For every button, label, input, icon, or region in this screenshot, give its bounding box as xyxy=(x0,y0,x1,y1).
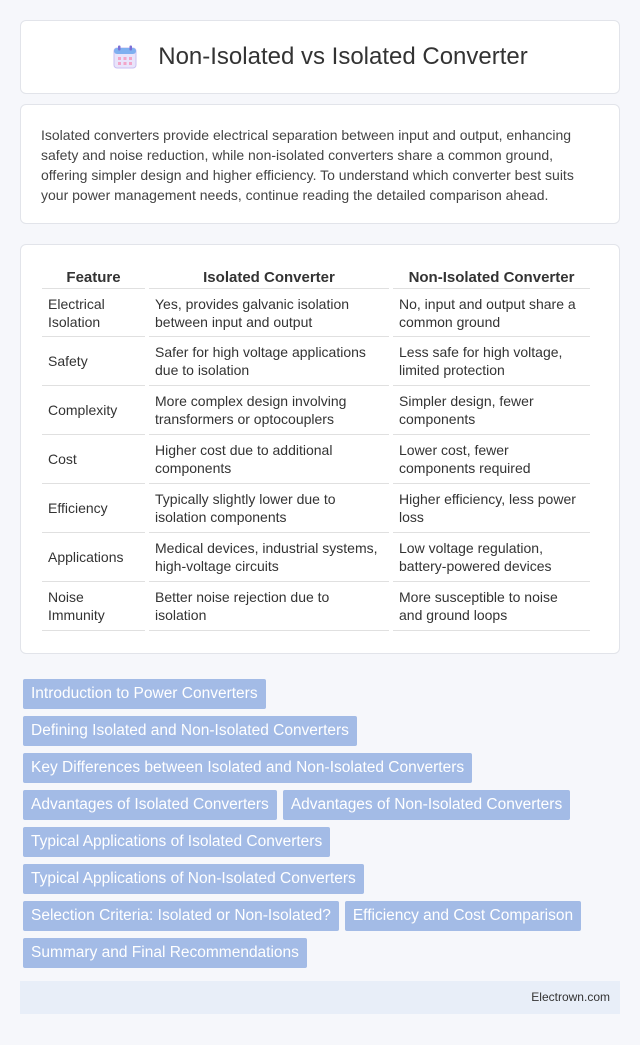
column-header-isolated: Isolated Converter xyxy=(149,267,389,289)
feature-cell: Noise Immunity xyxy=(42,582,145,631)
non-isolated-cell: No, input and output share a common ground xyxy=(393,289,590,337)
column-header-non-isolated: Non-Isolated Converter xyxy=(393,267,590,289)
tag-link[interactable]: Advantages of Non-Isolated Converters xyxy=(283,790,570,820)
isolated-cell: Typically slightly lower due to isolation components xyxy=(149,484,389,533)
isolated-cell: Safer for high voltage applications due to isolation xyxy=(149,337,389,386)
table-row xyxy=(42,435,590,484)
tag-link[interactable]: Advantages of Isolated Converters xyxy=(23,790,277,820)
intro-card xyxy=(20,104,620,224)
table-row xyxy=(42,533,590,582)
footer xyxy=(20,981,620,1014)
non-isolated-cell: Simpler design, fewer components xyxy=(393,386,590,435)
non-isolated-cell: Low voltage regulation, battery-powered devices xyxy=(393,533,590,582)
isolated-cell: Better noise rejection due to isolation xyxy=(149,582,389,631)
table-row xyxy=(42,289,590,337)
tag-link[interactable]: Summary and Final Recommendations xyxy=(23,938,307,968)
tag-link[interactable]: Introduction to Power Converters xyxy=(23,679,266,709)
topic-tags xyxy=(23,679,613,975)
isolated-cell: Higher cost due to additional components xyxy=(149,435,389,484)
feature-cell: Applications xyxy=(42,533,145,582)
tag-link[interactable]: Efficiency and Cost Comparison xyxy=(345,901,581,931)
isolated-cell: Medical devices, industrial systems, high-voltage circuits xyxy=(149,533,389,582)
tag-link[interactable]: Defining Isolated and Non-Isolated Converters xyxy=(23,716,357,746)
comparison-table xyxy=(38,267,594,631)
non-isolated-cell: Less safe for high voltage, limited protection xyxy=(393,337,590,386)
feature-cell: Efficiency xyxy=(42,484,145,533)
tag-link[interactable]: Typical Applications of Isolated Converters xyxy=(23,827,330,857)
tag-link[interactable]: Key Differences between Isolated and Non-Isolated Converters xyxy=(23,753,472,783)
feature-cell: Complexity xyxy=(42,386,145,435)
intro-text: Isolated converters provide electrical separation between input and output, enhancing safety and noise reduction, while non-isolated converters share a common ground, offering simpler design and higher efficiency. To understand which converter best suits your power management needs, continue reading the detailed comparison ahead. xyxy=(41,127,574,203)
footer-site-link[interactable]: Electrown.com xyxy=(531,990,610,1004)
calendar-icon xyxy=(112,44,138,70)
table-row xyxy=(42,484,590,533)
table-row xyxy=(42,386,590,435)
feature-cell: Electrical Isolation xyxy=(42,289,145,337)
non-isolated-cell: More susceptible to noise and ground loops xyxy=(393,582,590,631)
non-isolated-cell: Higher efficiency, less power loss xyxy=(393,484,590,533)
comparison-table-card xyxy=(20,244,620,654)
tag-link[interactable]: Selection Criteria: Isolated or Non-Isolated? xyxy=(23,901,339,931)
page-title: Non-Isolated vs Isolated Converter xyxy=(158,43,528,70)
column-header-feature: Feature xyxy=(42,267,145,289)
isolated-cell: Yes, provides galvanic isolation between input and output xyxy=(149,289,389,337)
feature-cell: Cost xyxy=(42,435,145,484)
table-row xyxy=(42,337,590,386)
non-isolated-cell: Lower cost, fewer components required xyxy=(393,435,590,484)
tag-link[interactable]: Typical Applications of Non-Isolated Converters xyxy=(23,864,364,894)
header-card xyxy=(20,20,620,94)
table-row xyxy=(42,582,590,631)
isolated-cell: More complex design involving transformers or optocouplers xyxy=(149,386,389,435)
feature-cell: Safety xyxy=(42,337,145,386)
